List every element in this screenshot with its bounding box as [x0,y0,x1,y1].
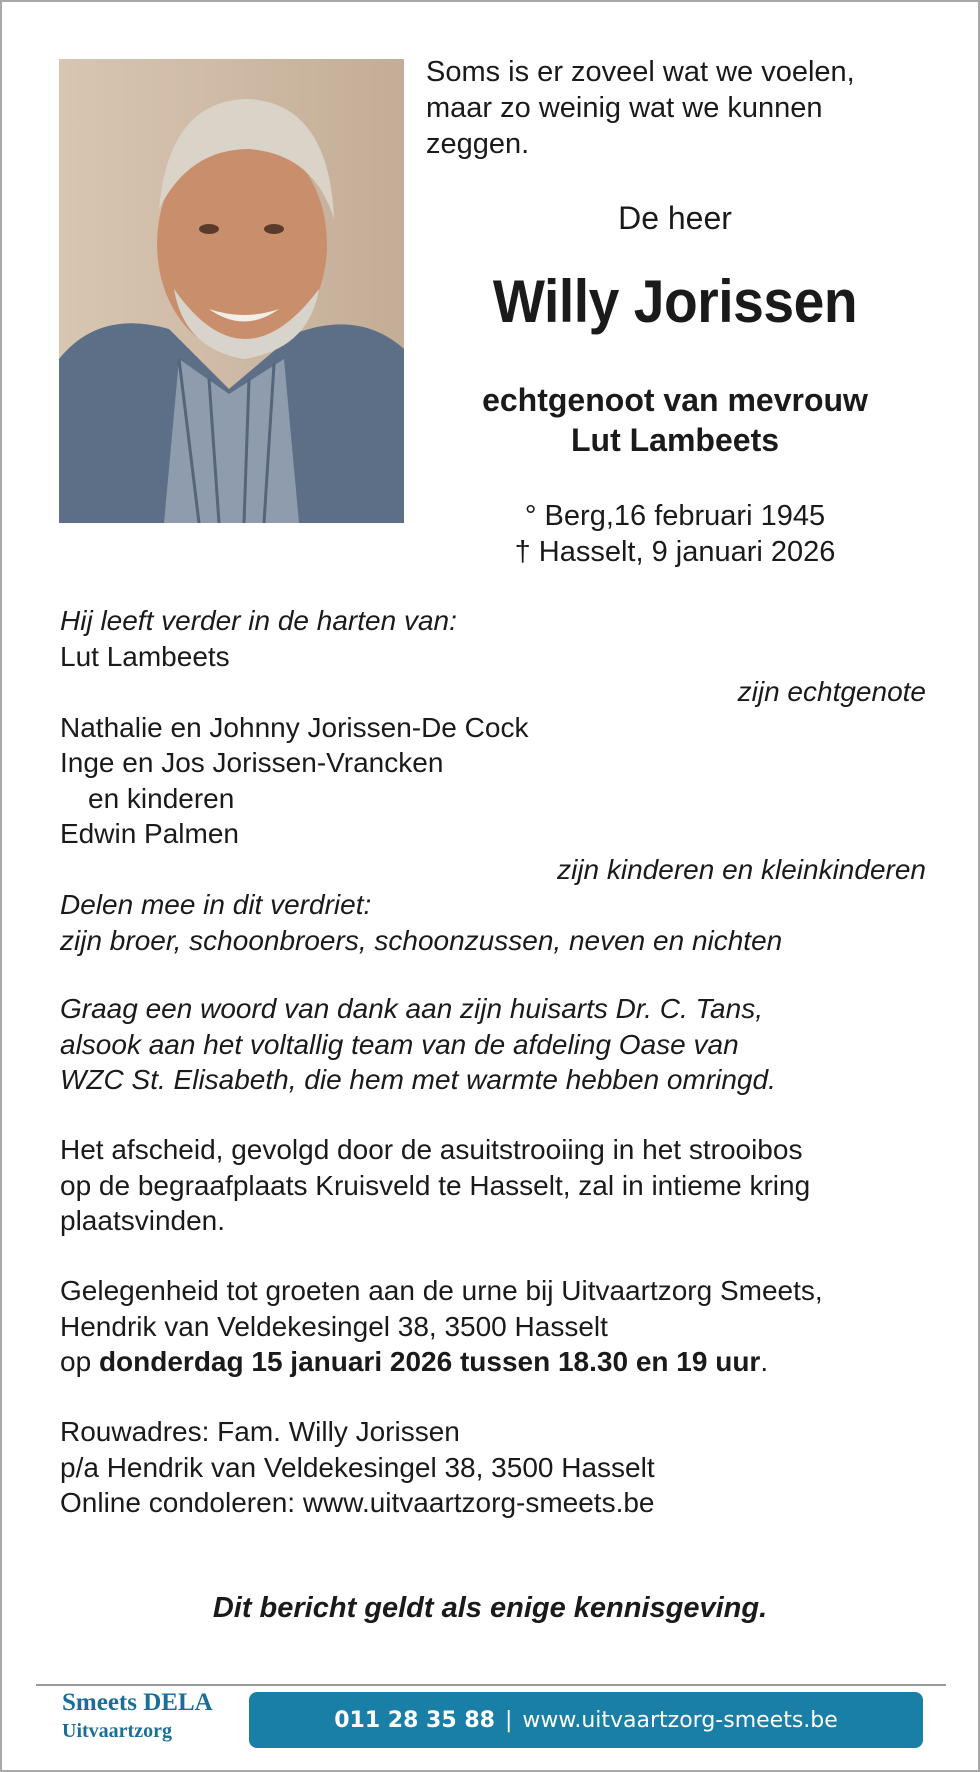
deceased-name: Willy Jorissen [492,268,858,335]
spouse-line-2: Lut Lambeets [570,422,780,458]
thanks-line: WZC St. Elisabeth, die hem met warmte hebben omringd. [60,1064,776,1095]
birth-date: ° Berg,16 februari 1945 [524,500,826,532]
visitation-section [60,1273,926,1380]
contact-line: p/a Hendrik van Veldekesingel 38, 3500 Hasselt [60,1451,655,1483]
spouse-role: zijn echtgenote [737,676,926,707]
survivor-other: Edwin Palmen [60,818,239,849]
poem-line: maar zo weinig wat we kunnen [426,92,823,124]
contact-line: Online condoleren: www.uitvaartzorg-smeets.be [60,1487,655,1518]
survivor-child: Nathalie en Johnny Jorissen-De Cock [60,711,529,743]
visitation-prefix: op [60,1346,99,1377]
honorific: De heer [618,200,732,236]
poem-line: zeggen. [426,128,530,160]
spouse-info [442,380,908,460]
farewell-line: Het afscheid, gevolgd door de asuitstrooiing in het strooibos [60,1134,803,1165]
poem-line: Soms is er zoveel wat we voelen, [426,56,855,88]
thanks-line: Graag een woord van dank aan zijn huisarts Dr. C. Tans, [60,993,763,1024]
share-text: zijn broer, schoonbroers, schoonzussen, neven en nichten [60,924,783,956]
closing-notice: Dit bericht geldt als enige kennisgeving. [212,1592,768,1624]
visitation-line: Hendrik van Veldekesingel 38, 3500 Hasselt [60,1310,608,1342]
survivors-heading: Hij leeft verder in de harten van: [60,605,457,636]
footer-divider [36,1684,946,1686]
spouse-line-1: echtgenoot van mevrouw [482,382,868,418]
farewell-section [60,1132,926,1239]
separator: | [504,1707,513,1733]
visitation-when: donderdag 15 januari 2026 tussen 18.30 en 19 uur [98,1346,761,1377]
website-link[interactable]: www.uitvaartzorg-smeets.be [522,1707,838,1733]
share-heading: Delen mee in dit verdriet: [60,889,372,920]
intro-poem [426,54,926,162]
visitation-suffix: . [760,1346,769,1377]
brand-subtitle: Uitvaartzorg [62,1720,172,1742]
portrait-photo [59,59,404,523]
children-note: en kinderen [88,782,235,814]
survivor-child: Inge en Jos Jorissen-Vrancken [60,747,444,778]
farewell-line: op de begraafplaats Kruisveld te Hasselt, zal in intieme kring [60,1169,811,1201]
children-role: zijn kinderen en kleinkinderen [557,853,926,885]
life-dates [442,498,908,570]
thanks-line: alsook aan het voltallig team van de afdeling Oase van [60,1028,739,1060]
brand-name: Smeets DELA [62,1689,213,1716]
thanks-section [60,991,926,1098]
death-date: † Hasselt, 9 januari 2026 [514,536,836,568]
contact-line: Rouwadres: Fam. Willy Jorissen [60,1416,460,1447]
phone-number[interactable]: 011 28 35 88 [334,1707,495,1733]
farewell-line: plaatsvinden. [60,1205,226,1236]
contact-bar [249,1692,923,1748]
visitation-line: Gelegenheid tot groeten aan de urne bij Uitvaartzorg Smeets, [60,1275,823,1306]
brand-logo [62,1688,213,1744]
contact-section [60,1414,926,1521]
visitation-time [60,1344,926,1380]
survivor-spouse: Lut Lambeets [60,640,230,672]
survivors-section [60,603,926,958]
